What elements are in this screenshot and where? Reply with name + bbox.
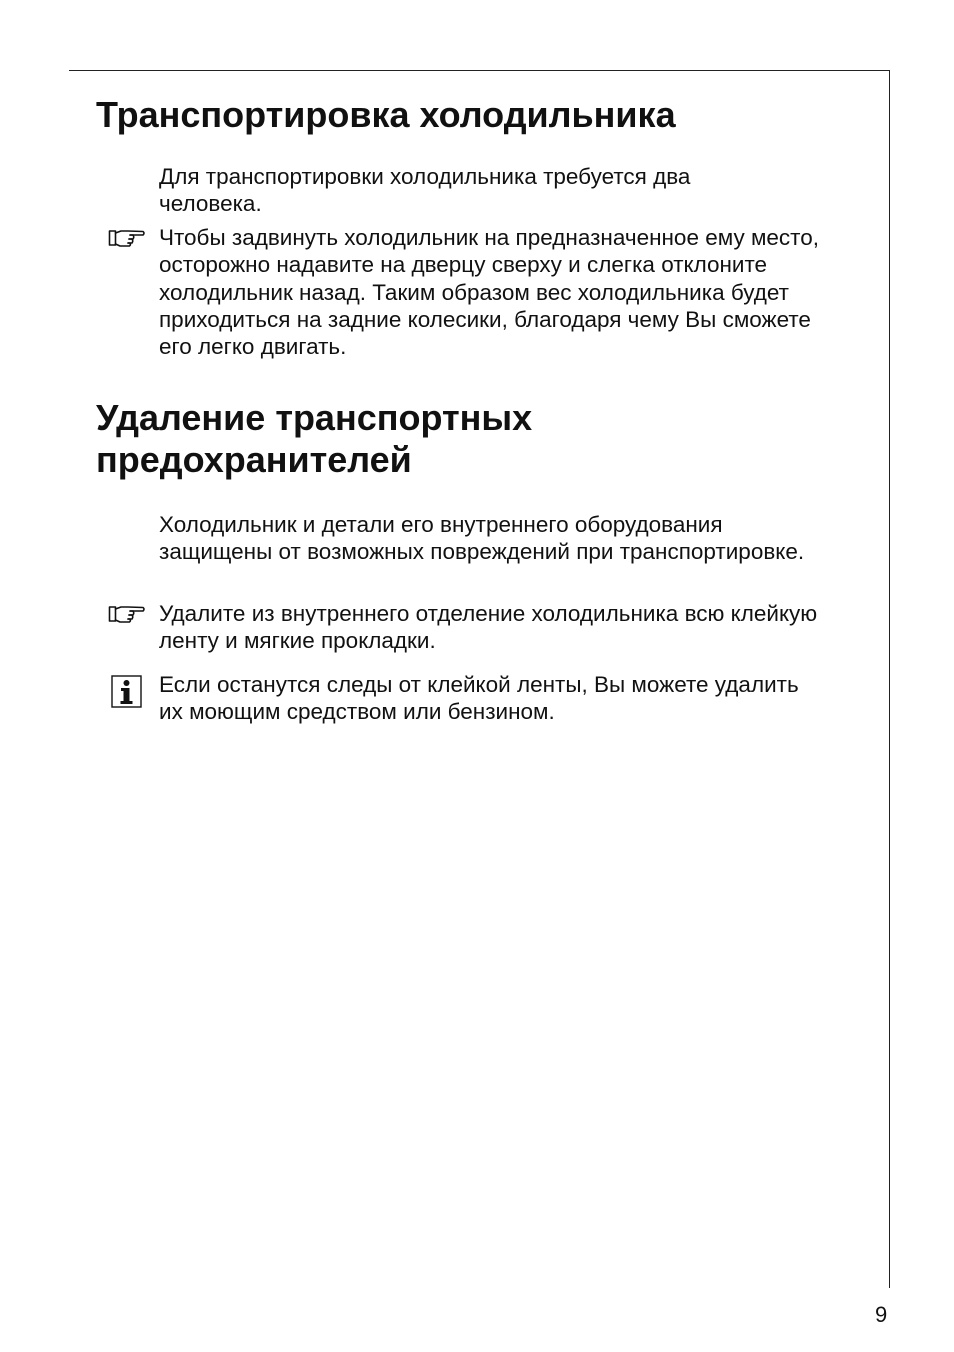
pointing-hand-icon [108, 228, 146, 248]
section-heading-transport: Транспортировка холодильника [96, 94, 676, 135]
section-heading-transport-safeguards [96, 397, 532, 481]
page-frame-right-rule [889, 70, 890, 1288]
transport-instruction-text: Чтобы задвинуть холодильник на предназначенное ему место, осторожно надавите на дверцу сверху и слегка отклоните холодильник назад. Таким образом вес холодильника будет приходиться на задние колесики, благодаря чему Вы сможете его легко двигать. [159, 225, 819, 360]
heading-line-1: Удаление транспортных [96, 397, 533, 438]
info-icon [111, 675, 142, 708]
heading-line-2: предохранителей [96, 439, 412, 480]
page-number: 9 [875, 1302, 888, 1327]
page-frame-top-rule [69, 70, 890, 71]
pointing-hand-icon [108, 604, 146, 624]
transport-intro-text: Для транспортировки холодильника требуется два человека. [159, 164, 691, 217]
safeguards-intro-text: Холодильник и детали его внутреннего оборудования защищены от возможных повреждений при транспортировке. [159, 512, 805, 565]
info-note-text: Если останутся следы от клейкой ленты, Вы можете удалить их моющим средством или бензином. [159, 672, 799, 725]
safeguards-instruction-text: Удалите из внутреннего отделение холодильника всю клейкую ленту и мягкие прокладки. [159, 601, 818, 654]
